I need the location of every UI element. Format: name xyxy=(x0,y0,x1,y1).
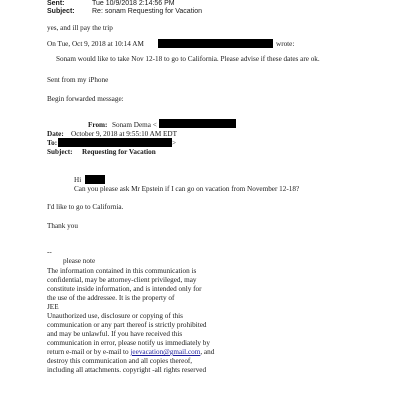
fwd-date-label: Date: xyxy=(47,130,64,138)
disclaimer-line: including all attachments. copyright -all rights reserved xyxy=(47,366,207,374)
disclaimer-line: confidential, may be attorney-client privileged, may xyxy=(47,276,197,284)
redaction-box xyxy=(159,119,236,128)
quote-intro-pre: On Tue, Oct 9, 2018 at 10:14 AM xyxy=(47,40,144,48)
greeting: Hi xyxy=(74,176,82,184)
disclaimer-line: and may be unlawful. If you have received this xyxy=(47,330,183,338)
redaction-box xyxy=(158,39,273,48)
signature-dashes: -- xyxy=(47,248,52,256)
fwd-date-value: October 9, 2018 at 9:55:10 AM EDT xyxy=(71,130,178,138)
email-line-pre: return e-mail or by e-mail to xyxy=(47,348,129,356)
email-link[interactable]: jeevacation@gmail.com xyxy=(130,348,201,356)
disclaimer-line: Unauthorized use, disclosure or copying of this xyxy=(47,312,183,320)
disclaimer-line: constitute inside information, and is intended only for xyxy=(47,285,202,293)
disclaimer-line: communication or any part thereof is strictly prohibited xyxy=(47,321,207,329)
disclaimer-line: JEE xyxy=(47,303,59,311)
disclaimer-line: destroy this communication and all copies thereof, xyxy=(47,357,193,365)
subject-label: Subject: xyxy=(47,8,75,15)
sent-label: Sent: xyxy=(47,0,65,7)
redaction-box xyxy=(58,138,172,147)
fwd-from-value: Sonam Dema < xyxy=(112,121,157,129)
signature: Sent from my iPhone xyxy=(47,76,109,84)
disclaimer-line: the use of the addressee. It is the property of xyxy=(47,294,175,302)
disclaimer xyxy=(47,267,247,375)
subject-value: Re: sonam Requesting for Vacation xyxy=(92,8,202,15)
thanks: Thank you xyxy=(47,222,78,230)
fwd-subject-value: Requesting for Vacation xyxy=(82,148,156,156)
quote-intro-post: wrote: xyxy=(276,40,295,48)
fwd-to-suffix: > xyxy=(172,139,177,147)
email-line-post: , and xyxy=(200,348,215,356)
message-line-1: Can you please ask Mr Epstein if I can go on vacation from November 12-18? xyxy=(74,185,300,193)
sent-value: Tue 10/9/2018 2:14:56 PM xyxy=(92,0,175,7)
please-note: please note xyxy=(63,257,96,265)
fwd-from-label: From: xyxy=(88,121,108,129)
fwd-to-label: To: xyxy=(47,139,58,147)
redaction-box xyxy=(85,175,105,184)
disclaimer-line: The information contained in this communication is xyxy=(47,267,197,275)
disclaimer-line-email xyxy=(47,348,247,357)
begin-forwarded: Begin forwarded message: xyxy=(47,95,124,103)
reply-text: yes, and ill pay the trip xyxy=(47,24,113,32)
message-line-2: I'd like to go to California. xyxy=(47,203,124,211)
disclaimer-line: communication in error, please notify us immediately by xyxy=(47,339,210,347)
fwd-subject-label: Subject: xyxy=(47,148,73,156)
quoted-line: Sonam would like to take Nov 12-18 to go to California. Please advise if these dates are ok. xyxy=(56,55,320,63)
